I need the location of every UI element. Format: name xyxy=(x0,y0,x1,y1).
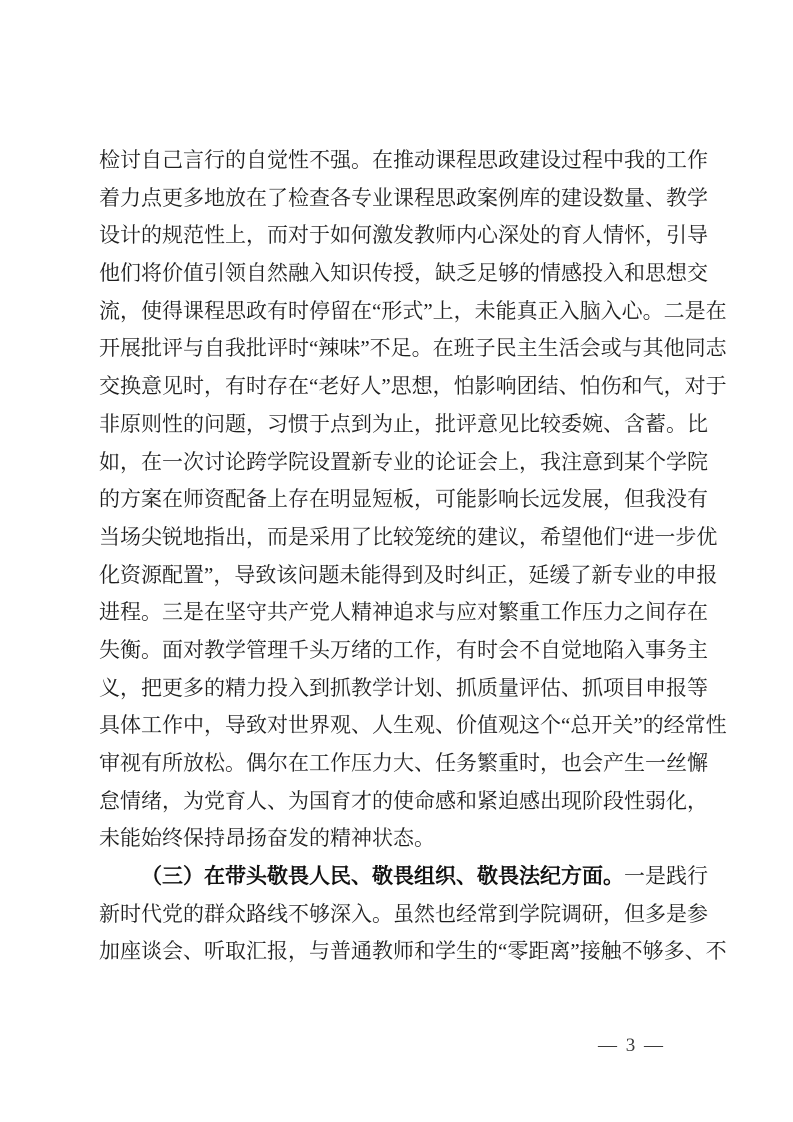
text-line: 失衡。面对教学管理千头万绪的工作，有时会不自觉地陷入事务主 xyxy=(99,637,708,662)
text-line: 着力点更多地放在了检查各专业课程思政案例库的建设数量、教学 xyxy=(99,185,708,210)
section-three-heading-line xyxy=(99,858,709,896)
section-three-lines xyxy=(99,896,727,971)
text-line: 如，在一次讨论跨学院设置新专业的论证会上，我注意到某个学院 xyxy=(99,449,708,474)
paragraph-section-three xyxy=(99,858,727,971)
text-line: 的方案在师资配备上存在明显短板，可能影响长远发展，但我没有 xyxy=(99,487,708,512)
text-line: 加座谈会、听取汇报，与普通教师和学生的“零距离”接触不够多、不 xyxy=(99,939,727,964)
text-line: 设计的规范性上，而对于如何激发教师内心深处的育人情怀，引导 xyxy=(99,223,708,248)
text-line: 新时代党的群众路线不够深入。虽然也经常到学院调研，但多是参 xyxy=(99,901,708,926)
text-line: 检讨自己言行的自觉性不强。在推动课程思政建设过程中我的工作 xyxy=(99,148,708,172)
text-line: 当场尖锐地指出，而是采用了比较笼统的建议，希望他们“进一步优 xyxy=(99,524,718,549)
text-line: 化资源配置”，导致该问题未能得到及时纠正，延缓了新专业的申报 xyxy=(99,562,718,587)
page-number: — 3 — xyxy=(598,1035,665,1056)
text-line: 义，把更多的精力投入到抓教学计划、抓质量评估、抓项目申报等 xyxy=(99,675,708,700)
text-line: 流，使得课程思政有时停留在“形式”上，未能真正入脑入心。二是在 xyxy=(99,298,727,323)
text-line: 具体工作中，导致对世界观、人生观、价值观这个“总开关”的经常性 xyxy=(99,713,727,738)
section-three-heading: （三）在带头敬畏人民、敬畏组织、敬畏法纪方面。 xyxy=(141,864,624,889)
text-line: 未能始终保持昂扬奋发的精神状态。 xyxy=(99,826,435,851)
text-line: 非原则性的问题，习惯于点到为止，批评意见比较委婉、含蓄。比 xyxy=(99,411,708,436)
text-line: 他们将价值引领自然融入知识传授，缺乏足够的情感投入和思想交 xyxy=(99,261,708,286)
paragraph-continuation xyxy=(99,142,727,858)
text-line: 进程。三是在坚守共产党人精神追求与应对繁重工作压力之间存在 xyxy=(99,600,708,625)
text-line: 怠情绪，为党育人、为国育才的使命感和紧迫感出现阶段性弱化， xyxy=(99,788,708,813)
page-body-text xyxy=(99,142,727,971)
text-line: 审视有所放松。偶尔在工作压力大、任务繁重时，也会产生一丝懈 xyxy=(99,751,708,775)
section-three-heading-rest: 一是践行 xyxy=(624,864,708,889)
text-line: 开展批评与自我批评时“辣味”不足。在班子民主生活会或与其他同志 xyxy=(99,336,727,361)
text-line: 交换意见时，有时存在“老好人”思想，怕影响团结、怕伤和气，对于 xyxy=(99,374,727,399)
